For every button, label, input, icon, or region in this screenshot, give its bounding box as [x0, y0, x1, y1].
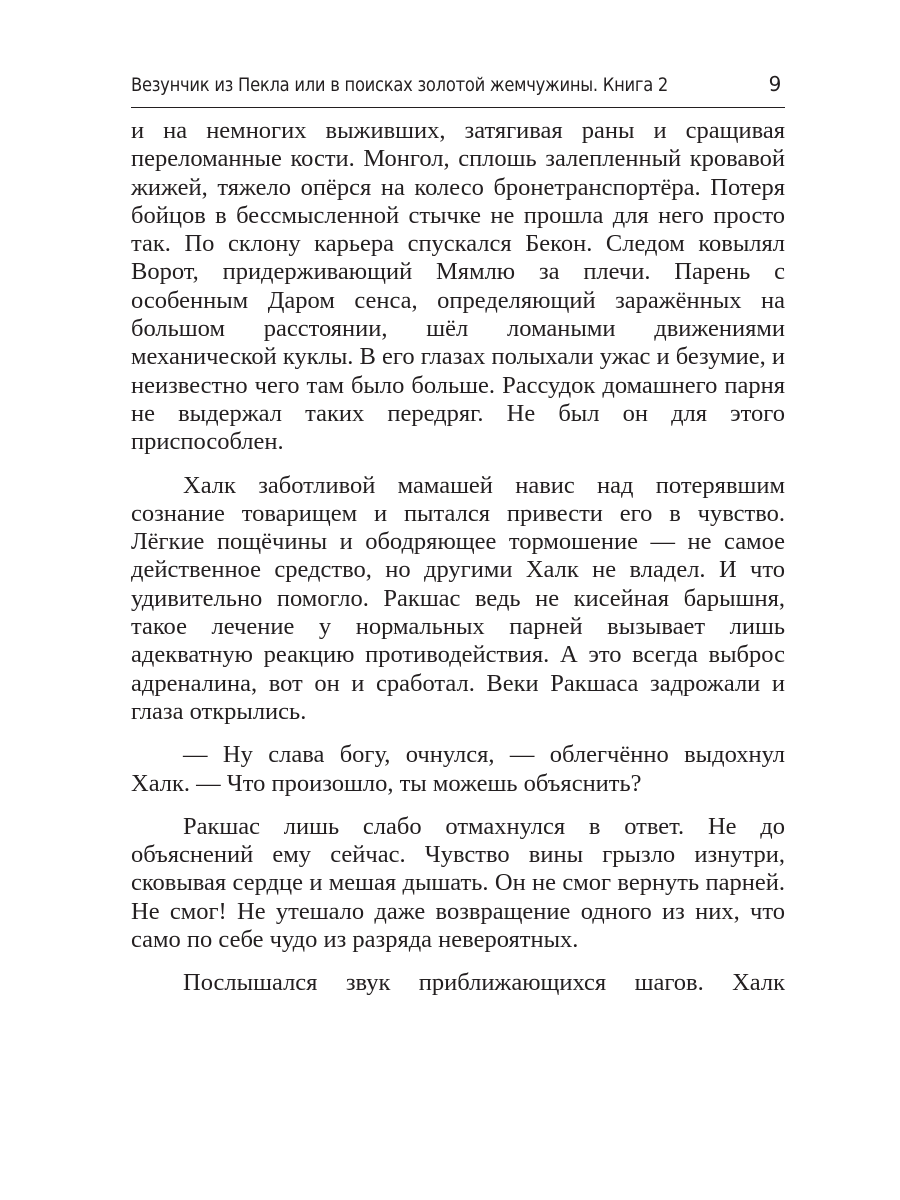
paragraph-2: Халк заботливой мамашей навис над потерявшим сознание товарищем и пытался привести его в чувство. Лёгкие пощёчины и ободряющее тормошение — не самое действенное средство, но другими Халк не владел. И что удивительно помогло. Ракшас ведь не кисейная барышня, такое лечение у нормальных парней вызывает лишь адекватную реакцию противодействия. А это всегда выброс адреналина, вот он и сработал. Веки Ракшаса задрожали и глаза открылись. [131, 471, 785, 725]
paragraph-3: — Ну слава богу, очнулся, — облегчённо выдохнул Халк. — Что произошло, ты можешь объяснить? [131, 741, 785, 797]
running-header [131, 72, 785, 104]
paragraph-1: и на немногих выживших, затягивая раны и сращивая переломанные кости. Монгол, сплошь залепленный кровавой жижей, тяжело опёрся на колесо бронетранспортёра. Потеря бойцов в бессмысленной стычке не прошла для него просто так. По склону карьера спускался Бекон. Следом ковылял Ворот, придерживающий Мямлю за плечи. Парень с особенным Даром сенса, определяющий заражённых на большом расстоянии, шёл ломаными движениями механической куклы. В его глазах полыхали ужас и безумие, и неизвестно чего там было больше. Рассудок домашнего парня не выдержал таких передряг. Не был он для этого приспособлен. [131, 117, 785, 456]
running-title: Везунчик из Пекла или в поисках золотой жемчужины. Книга 2 [131, 74, 669, 96]
paragraph-4: Ракшас лишь слабо отмахнулся в ответ. Не до объяснений ему сейчас. Чувство вины грызло изнутри, сковывая сердце и мешая дышать. Он не смог вернуть парней. Не смог! Не утешало даже возвращение одного из них, что само по себе чудо из разряда невероятных. [131, 812, 785, 954]
paragraph-5: Послышался звук приближающихся шагов. Халк [183, 969, 785, 997]
page-number: 9 [768, 72, 781, 96]
header-rule [131, 107, 785, 108]
body-text [131, 117, 785, 998]
